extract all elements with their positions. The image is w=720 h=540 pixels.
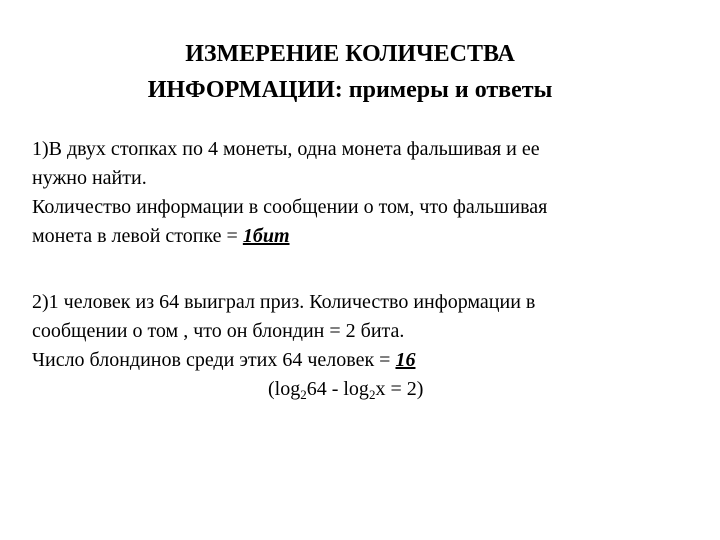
example-1-line-1: 1)В двух стопках по 4 монеты, одна монета фальшивая и ее — [32, 138, 540, 160]
formula-base-1: 2 — [300, 387, 307, 402]
example-2-line-1: 2)1 человек из 64 выиграл приз. Количество информации в — [32, 291, 536, 313]
example-2-line-3-text: Число блондинов среди этих 64 человек = — [32, 349, 396, 371]
formula-arg-1: 64 - log — [306, 378, 369, 400]
example-1-line-3: Количество информации в сообщении о том, что фальшивая — [32, 196, 548, 218]
formula-arg-2: x = 2) — [375, 378, 424, 400]
title-line-2: ИНФОРМАЦИИ: примеры и ответы — [147, 77, 553, 103]
page-title — [60, 36, 640, 108]
title-line-1: ИЗМЕРЕНИЕ КОЛИЧЕСТВА — [185, 41, 515, 67]
example-1-line-4 — [32, 222, 692, 251]
example-2-line-2: сообщении о том , что он блондин = 2 бита. — [32, 320, 405, 342]
formula-open: (log — [268, 378, 301, 400]
example-1-answer: 1бит — [242, 225, 290, 247]
example-1-line-2: нужно найти. — [32, 167, 147, 189]
example-1 — [32, 135, 692, 251]
log-formula — [32, 375, 692, 404]
example-2-line-3 — [32, 346, 692, 375]
example-2 — [32, 288, 692, 404]
example-2-answer: 16 — [395, 349, 416, 371]
example-1-line-4-text: монета в левой стопке = — [32, 225, 243, 247]
formula-base-2: 2 — [368, 387, 376, 402]
